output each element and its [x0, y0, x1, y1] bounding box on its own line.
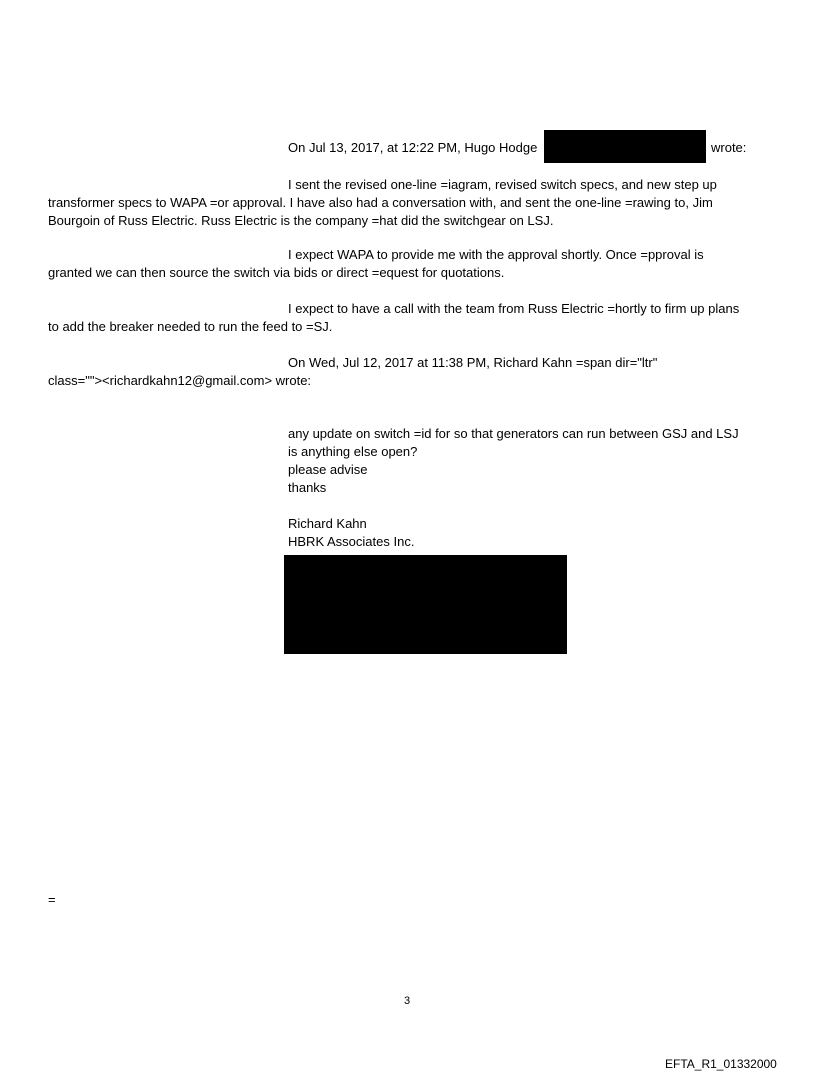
body-paragraph-1-line-2: transformer specs to WAPA =or approval. I have also had a conversation with, and sent the one-line =rawing to, Jim: [48, 195, 713, 210]
trailing-equals-mark: =: [48, 892, 56, 907]
body-paragraph-2-line-1: I expect WAPA to provide me with the approval shortly. Once =pproval is: [288, 247, 704, 262]
redaction-box-email-address: [544, 130, 706, 163]
quoted-body-line-2: is anything else open?: [288, 444, 418, 459]
signature-company: HBRK Associates Inc.: [288, 534, 415, 549]
redaction-box-signature: [284, 555, 567, 654]
body-paragraph-1-line-3: Bourgoin of Russ Electric. Russ Electric is the company =hat did the switchgear on LSJ.: [48, 213, 554, 228]
quoted-header-line-1: On Wed, Jul 12, 2017 at 11:38 PM, Richard Kahn =span dir="ltr": [288, 355, 658, 370]
reply-header-suffix: wrote:: [711, 140, 747, 155]
page-number: 3: [404, 995, 411, 1007]
quoted-header-line-2: class=""><richardkahn12@gmail.com> wrote:: [48, 373, 312, 388]
body-paragraph-2-line-2: granted we can then source the switch via bids or direct =equest for quotations.: [48, 265, 505, 280]
signature-name: Richard Kahn: [288, 516, 367, 531]
reply-header-prefix: On Jul 13, 2017, at 12:22 PM, Hugo Hodge: [288, 140, 538, 155]
quoted-body-line-1: any update on switch =id for so that generators can run between GSJ and LSJ: [288, 426, 739, 441]
document-id: EFTA_R1_01332000: [665, 1057, 777, 1071]
quoted-body-line-4: thanks: [288, 480, 327, 495]
body-paragraph-1-line-1: I sent the revised one-line =iagram, revised switch specs, and new step up: [288, 177, 717, 192]
body-paragraph-3-line-2: to add the breaker needed to run the feed to =SJ.: [48, 319, 333, 334]
quoted-body-line-3: please advise: [288, 462, 368, 477]
body-paragraph-3-line-1: I expect to have a call with the team from Russ Electric =hortly to firm up plans: [288, 301, 740, 316]
